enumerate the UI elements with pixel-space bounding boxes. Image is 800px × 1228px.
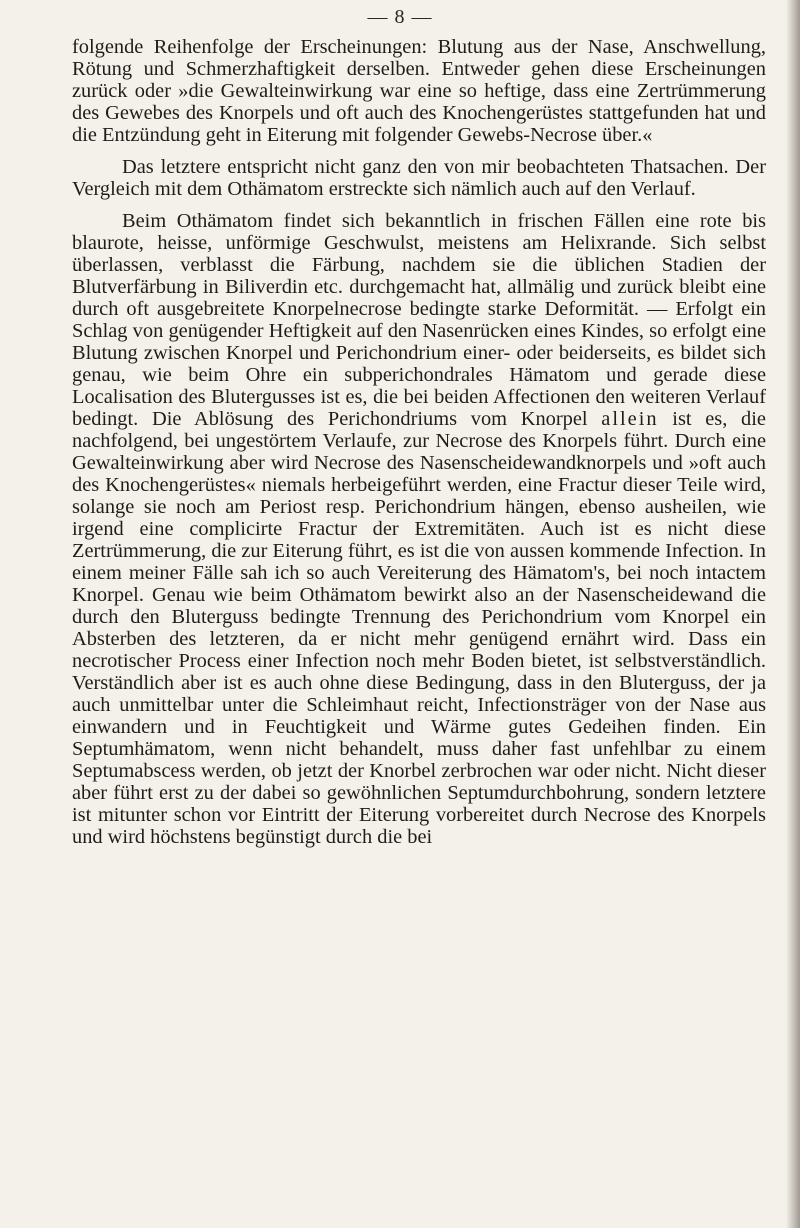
text-body bbox=[72, 36, 766, 848]
paragraph-1: folgende Reihenfolge der Erscheinungen: Blutung aus der Nase, Anschwellung, Rötung und Schmerzhaftigkeit derselben. Entweder gehen diese Erscheinungen zurück oder »die Gewalteinwirkung war eine so heftige, dass eine Zertrümmerung des Gewebes des Knorpels und oft auch des Knochengerüstes stattgefunden hat und die Entzündung geht in Eiterung mit folgender Gewebs-Necrose über.« bbox=[72, 36, 766, 146]
page-number: — 8 — bbox=[367, 6, 433, 28]
page-edge-shadow bbox=[786, 0, 800, 1228]
paragraph-3-rest: ist es, die nachfolgend, bei ungestörtem Verlaufe, zur Necrose des Knorpels führt. Durch eine Gewalteinwirkung aber wird Necrose des Nasenscheidewandknorpels und »oft auch des Knochengerüstes« niemals herbeigeführt werden, eine Fractur dieser Teile wird, solange sie noch am Periost resp. Perichondrium hängen, ebenso ausheilen, wie irgend eine complicirte Fractur der Extremitäten. Auch ist es nicht diese Zertrümmerung, die zur Eiterung führt, es ist die von aussen kommende Infection. In einem meiner Fälle sah ich so auch Vereiterung des Hämatom's, bei noch intactem Knorpel. Genau wie beim Othämatom bewirkt also an der Nasenscheidewand die durch den Bluterguss bedingte Trennung des Perichondrium vom Knorpel ein Absterben des letzteren, da er nicht mehr genügend ernährt wird. Dass ein necrotischer Process einer Infection noch mehr Boden bietet, ist selbstverständlich. Verständlich aber ist es auch ohne diese Bedingung, dass in den Bluterguss, der ja auch unmittelbar unter die Schleimhaut reicht, Infectionsträger von der Nase aus einwandern und in Feuchtigkeit und Wärme gutes Gedeihen finden. Ein Septumhämatom, wenn nicht behandelt, muss daher fast unfehlbar zu einem Septumabscess werden, ob jetzt der Knorbel zerbrochen war oder nicht. Nicht dieser aber führt erst zu der dabei so gewöhnlichen Septumdurchbohrung, sondern letztere ist mitunter schon vor Eintritt der Eiterung vorbereitet durch Necrose des Knorpels und wird höchstens begünstigt durch die bei bbox=[72, 408, 766, 848]
paragraph-3-lead: Beim Othämatom findet sich bekanntlich in frischen Fällen eine rote bis blaurote, heisse, unförmige Geschwulst, meistens am Helixrande. Sich selbst überlassen, verblasst die Färbung, nachdem sie die üblichen Stadien der Blutverfärbung in Biliverdin etc. durchgemacht hat, allmälig und zurück bleibt eine durch oft ausgebreitete Knorpelnecrose bedingte starke Deformität. — Erfolgt ein Schlag von genügender Heftigkeit auf den Nasenrücken eines Kindes, so erfolgt eine Blutung zwischen Knorpel und Perichondrium einer- oder beiderseits, es bildet sich genau, wie beim Ohre ein subperichondrales Hämatom und gerade diese Localisation des Blutergusses ist es, die bei beiden Affectionen den weiteren Verlauf bedingt. Die Ablösung des Perichondriums vom Knorpel bbox=[72, 210, 766, 430]
emphasis-allein: allein bbox=[601, 408, 659, 430]
paragraph-3 bbox=[72, 210, 766, 848]
paragraph-2: Das letztere entspricht nicht ganz den von mir beobachteten Thatsachen. Der Vergleich mit dem Othämatom erstreckte sich nämlich auch auf den Verlauf. bbox=[72, 156, 766, 200]
